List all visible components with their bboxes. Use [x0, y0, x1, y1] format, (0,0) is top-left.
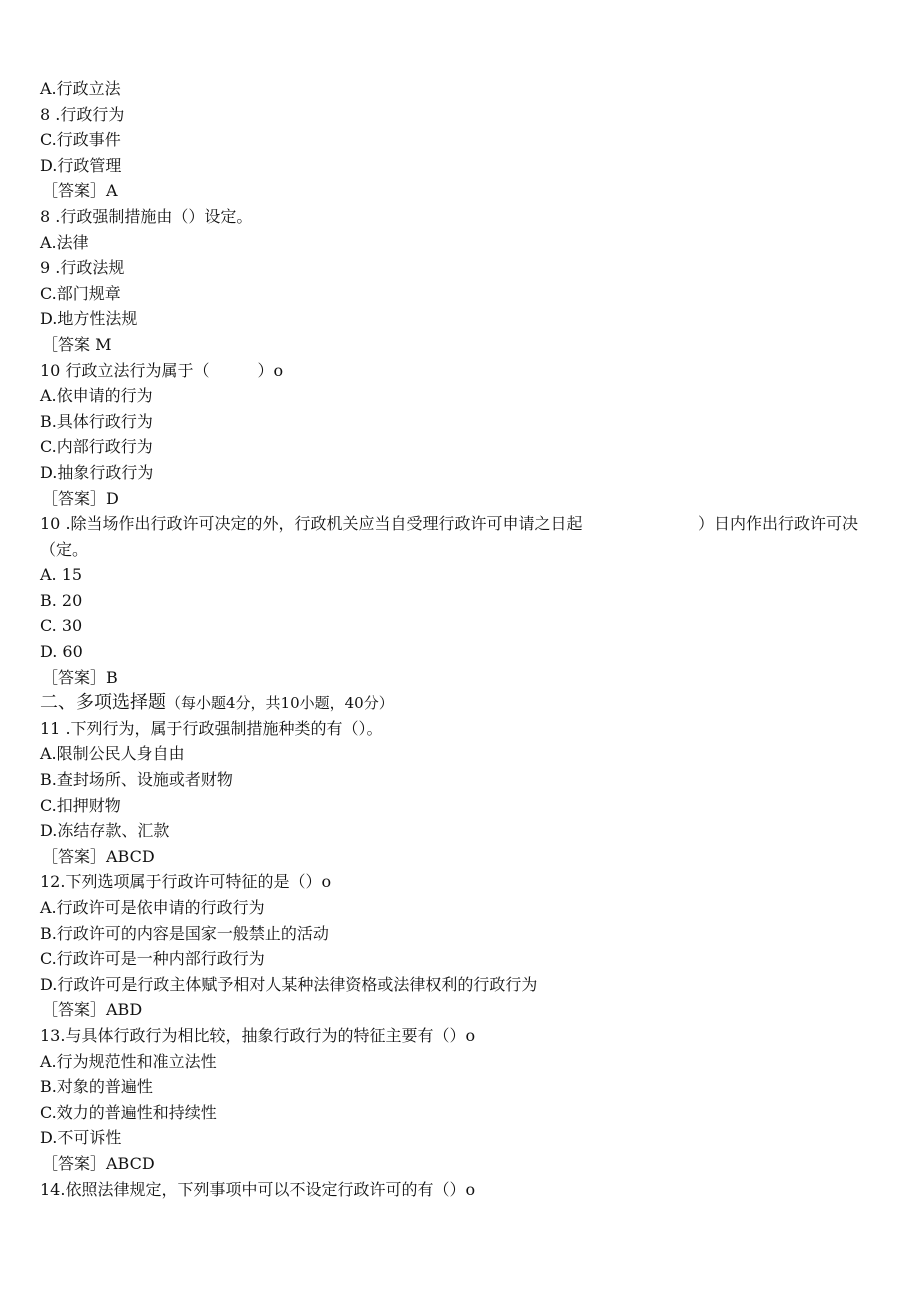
option-line: A.行政许可是依申请的行政行为 — [40, 898, 265, 917]
option-line: B.具体行政行为 — [40, 411, 153, 431]
answer-line: ［答案］ABD — [42, 1000, 143, 1020]
option-line: D.行政许可是行政主体赋予相对人某种法律资格或法律权利的行政行为 — [40, 974, 538, 994]
option-line: 9 .行政法规 — [40, 258, 125, 278]
exam-page — [40, 76, 890, 1202]
question-line: 10 行政立法行为属于（ ）o — [40, 360, 284, 380]
question-line: 14.依照法律规定，下列事项中可以不设定行政许可的有（）o — [40, 1179, 476, 1199]
option-line: D.抽象行政行为 — [40, 462, 154, 482]
option-line: C.行政事件 — [40, 130, 121, 150]
option-line: A.依申请的行为 — [40, 386, 153, 406]
question-line: 8 .行政强制措施由（）设定。 — [40, 206, 253, 226]
question-line — [40, 511, 890, 537]
option-line: C.部门规章 — [40, 283, 121, 303]
option-line: D.不可诉性 — [40, 1128, 122, 1148]
option-line: B.对象的普遍性 — [40, 1077, 153, 1097]
answer-line: ［答案］ABCD — [42, 1153, 155, 1173]
option-line: D. 60 — [40, 642, 83, 662]
option-line: A.行政立法 — [40, 79, 121, 98]
option-line: 8 .行政行为 — [40, 104, 125, 124]
question-main-text: 10 .除当场作出行政许可决定的外，行政机关应当自受理行政许可申请之日起 — [40, 514, 583, 534]
option-line: C. 30 — [40, 616, 83, 636]
option-line: D.地方性法规 — [40, 309, 138, 329]
option-line: D.行政管理 — [40, 155, 122, 175]
question-line: 13.与具体行政行为相比较，抽象行政行为的特征主要有（）o — [40, 1025, 476, 1045]
answer-line: ［答案］B — [42, 667, 118, 687]
option-line: A.行为规范性和准立法性 — [40, 1051, 217, 1071]
option-line: A.法律 — [40, 232, 89, 252]
answer-line: ［答案］A — [42, 181, 118, 201]
section-title: 二、多项选择题 — [40, 692, 166, 714]
option-line: C.扣押财物 — [40, 795, 121, 815]
option-line: B.行政许可的内容是国家一般禁止的活动 — [40, 923, 329, 943]
question-tail-text: ）日内作出行政许可决 — [698, 514, 859, 534]
question-line: 11 .下列行为，属于行政强制措施种类的有（）。 — [40, 718, 383, 738]
question-continuation: （定。 — [40, 539, 89, 559]
answer-line: ［答案 M — [42, 334, 112, 354]
option-line: C.行政许可是一种内部行政行为 — [40, 949, 265, 969]
option-line: D.冻结存款、汇款 — [40, 821, 170, 841]
answer-line: ［答案］ABCD — [42, 846, 155, 866]
section-heading — [40, 690, 890, 716]
option-line: A.限制公民人身自由 — [40, 744, 185, 764]
question-line: 12.下列选项属于行政许可特征的是（）o — [40, 872, 332, 892]
section-note: （每小题4分，共10小题，40分） — [166, 694, 394, 713]
answer-line: ［答案］D — [42, 488, 119, 508]
option-line: C.效力的普遍性和持续性 — [40, 1102, 217, 1122]
option-line: B. 20 — [40, 590, 83, 610]
option-line: A. 15 — [40, 565, 83, 585]
option-line: B.查封场所、设施或者财物 — [40, 770, 233, 790]
option-line: C.内部行政行为 — [40, 437, 153, 457]
